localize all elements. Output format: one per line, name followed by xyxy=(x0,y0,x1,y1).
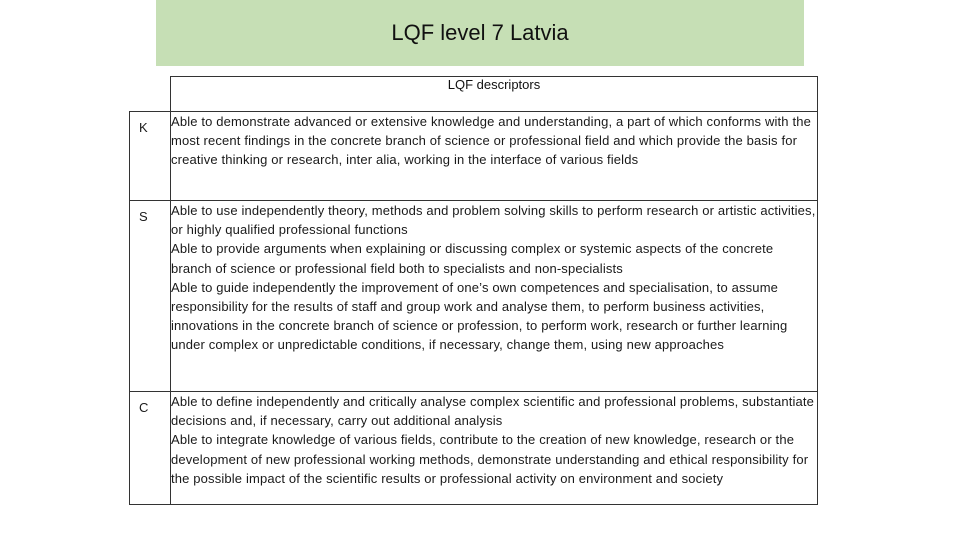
descriptor-cell xyxy=(171,112,818,201)
column-header: LQF descriptors xyxy=(447,77,541,92)
slide-title: LQF level 7 Latvia xyxy=(391,20,569,45)
header-cell xyxy=(171,77,818,112)
code-cell xyxy=(130,201,171,392)
table-row xyxy=(130,201,818,392)
descriptor-cell xyxy=(171,201,818,392)
row-code-k: K xyxy=(139,120,148,135)
row-code-c: C xyxy=(139,400,149,415)
table-header-row xyxy=(130,77,818,112)
row-code-s: S xyxy=(139,209,148,224)
table-row xyxy=(130,112,818,201)
empty-corner-cell xyxy=(130,77,171,112)
table-row xyxy=(130,392,818,505)
lqf-descriptors-table xyxy=(129,76,818,505)
descriptor-text: Able to provide arguments when explaining or discussing complex or systemic aspects of the concrete branch of science or professional field both to specialists and non-specialists xyxy=(171,241,774,276)
descriptor-text: Able to use independently theory, methods and problem solving skills to perform research or artistic activities, or highly qualified professional functions xyxy=(171,203,816,238)
code-cell xyxy=(130,392,171,505)
descriptor-text: Able to demonstrate advanced or extensive knowledge and understanding, a part of which conforms with the most recent findings in the concrete branch of science or professional field and which provide the basis for creative thinking or research, inter alia, working in the interface of various fields xyxy=(171,114,811,168)
descriptor-text: Able to integrate knowledge of various fields, contribute to the creation of new knowledge, research or the development of new professional working methods, demonstrate understanding and ethical responsibility for the possible impact of the scientific results or professional activity on environment and society xyxy=(171,432,809,486)
code-cell xyxy=(130,112,171,201)
descriptor-text: Able to guide independently the improvement of one’s own competences and specialisation, to assume responsibility for the results of staff and group work and analyse them, to perform business activities, innovations in the concrete branch of science or profession, to perform work, research or further learning under complex or unpredictable conditions, if necessary, change them, using new approaches xyxy=(171,279,788,353)
title-banner xyxy=(156,0,804,66)
descriptor-text: Able to define independently and critically analyse complex scientific and professional problems, substantiate decisions and, if necessary, carry out additional analysis xyxy=(171,394,815,429)
descriptor-cell xyxy=(171,392,818,505)
